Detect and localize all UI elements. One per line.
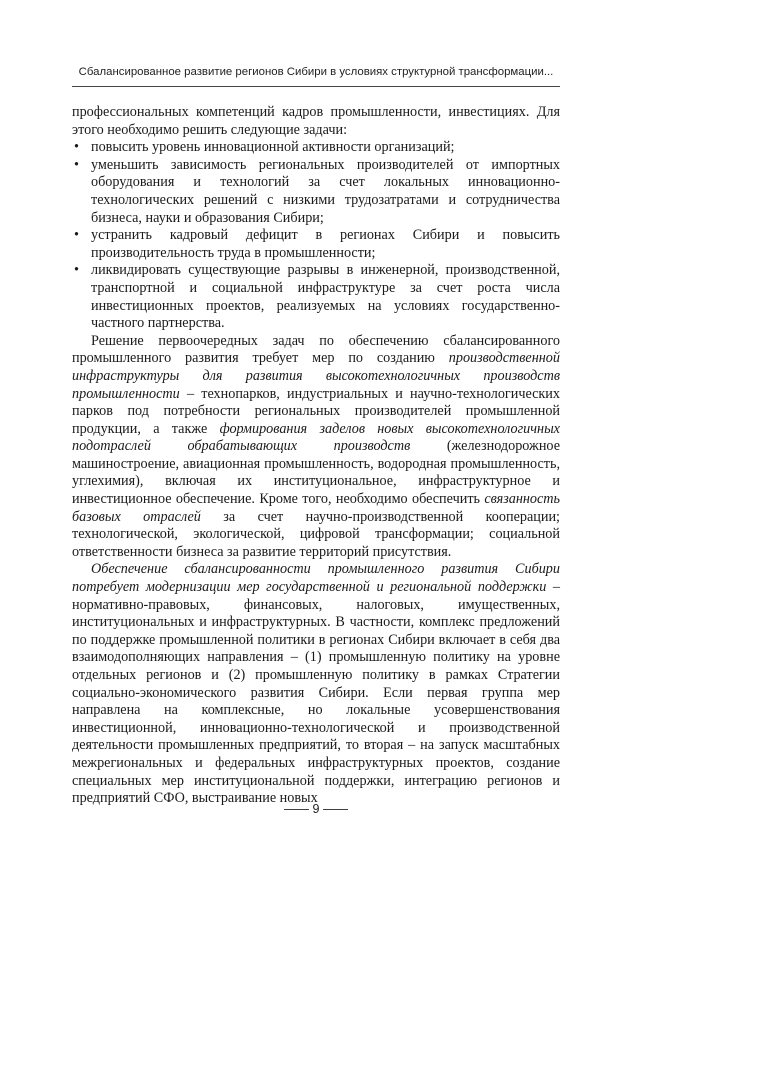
bullet-icon: • — [74, 156, 79, 173]
page-body — [72, 104, 560, 808]
paragraph-text: – технопарков, индустриальных и научно-технологических парков под потребности региональных производителей промышленной продукции, а также — [72, 385, 560, 437]
paragraph-text: за счет научно-производственной кооперации; технологической, экологической, цифровой трансформации; социальной ответственности бизнеса за развитие территорий присутствия. — [72, 508, 560, 560]
bullet-icon: • — [74, 262, 79, 279]
list-item-text: повысить уровень инновационной активности организаций; — [91, 139, 455, 156]
list-item — [72, 227, 560, 262]
italic-phrase: формирования заделов новых высокотехнологичных подотраслей обрабатывающих производств — [72, 420, 560, 455]
bullet-icon: • — [74, 139, 79, 156]
bullet-icon: • — [74, 227, 79, 244]
page-number-dash: —— — [284, 802, 310, 816]
list-item — [72, 139, 560, 157]
intro-paragraph: профессиональных компетенций кадров промышленности, инвестициях. Для этого необходимо решить следующие задачи: — [72, 104, 560, 138]
tasks-list — [72, 139, 560, 333]
list-item-text: устранить кадровый дефицит в регионах Сибири и повысить производительность труда в промышленности; — [91, 227, 560, 261]
list-item-text: уменьшить зависимость региональных производителей от импортных оборудования и технологий за счет локальных инновационно-технологических решений с низкими трудозатратами и сотрудничества бизнеса, науки и образования Сибири; — [91, 156, 560, 226]
paragraph-support-measures — [72, 561, 560, 807]
list-item — [72, 157, 560, 227]
header-rule — [72, 86, 560, 87]
list-item — [72, 262, 560, 332]
italic-phrase: связанность базовых отраслей — [72, 491, 560, 525]
paragraph-infrastructure — [72, 333, 560, 562]
italic-phrase: производственной инфраструктуры для развития высокотехнологичных производств промышленности — [72, 350, 560, 402]
page-number-value: 9 — [312, 802, 320, 816]
running-header-title: Сбалансированное развитие регионов Сибири в условиях структурной трансформации... — [78, 66, 554, 78]
paragraph-text: (железнодорожное машиностроение, авиационная промышленность, водородная промышленность, углехимия), включая их институциональное, инфраструктурное и инвестиционное обеспечение. Кроме того, необходимо обеспечить — [72, 438, 560, 508]
page-number — [72, 802, 560, 816]
paragraph-text: – нормативно-правовых, финансовых, налоговых, имущественных, институциональных и инфраструктурных. В частности, комплекс предложений по поддержке промышленной политики в регионах Сибири включает в себя два взаимодополняющих направления – (1) промышленную политику на уровне отдельных регионов и (2) промышленную политику в рамках Стратегии социально-экономического развития Сибири. Если первая группа мер направлена на комплексные, но локальные усовершенствования инвестиционной, инновационно-технологической и производственной деятельности промышленных предприятий, то вторая – на запуск масштабных межрегиональных и федеральных инфраструктурных проектов, создание специальных мер институциональной поддержки, интеграцию регионов и предприятий СФО, выстраивание новых — [72, 579, 561, 807]
paragraph-text: Решение первоочередных задач по обеспечению сбалансированного промышленного развития требует мер по созданию — [72, 332, 560, 367]
list-item-text: ликвидировать существующие разрывы в инженерной, производственной, транспортной и социальной инфраструктуре за счет роста числа инвестиционных проектов, реализуемых на условиях государственно-частного партнерства. — [91, 262, 560, 332]
page-number-dash: —— — [322, 802, 348, 816]
italic-phrase: Обеспечение сбалансированности промышленного развития Сибири потребует модернизации мер государственной и региональной поддержки — [72, 561, 560, 596]
